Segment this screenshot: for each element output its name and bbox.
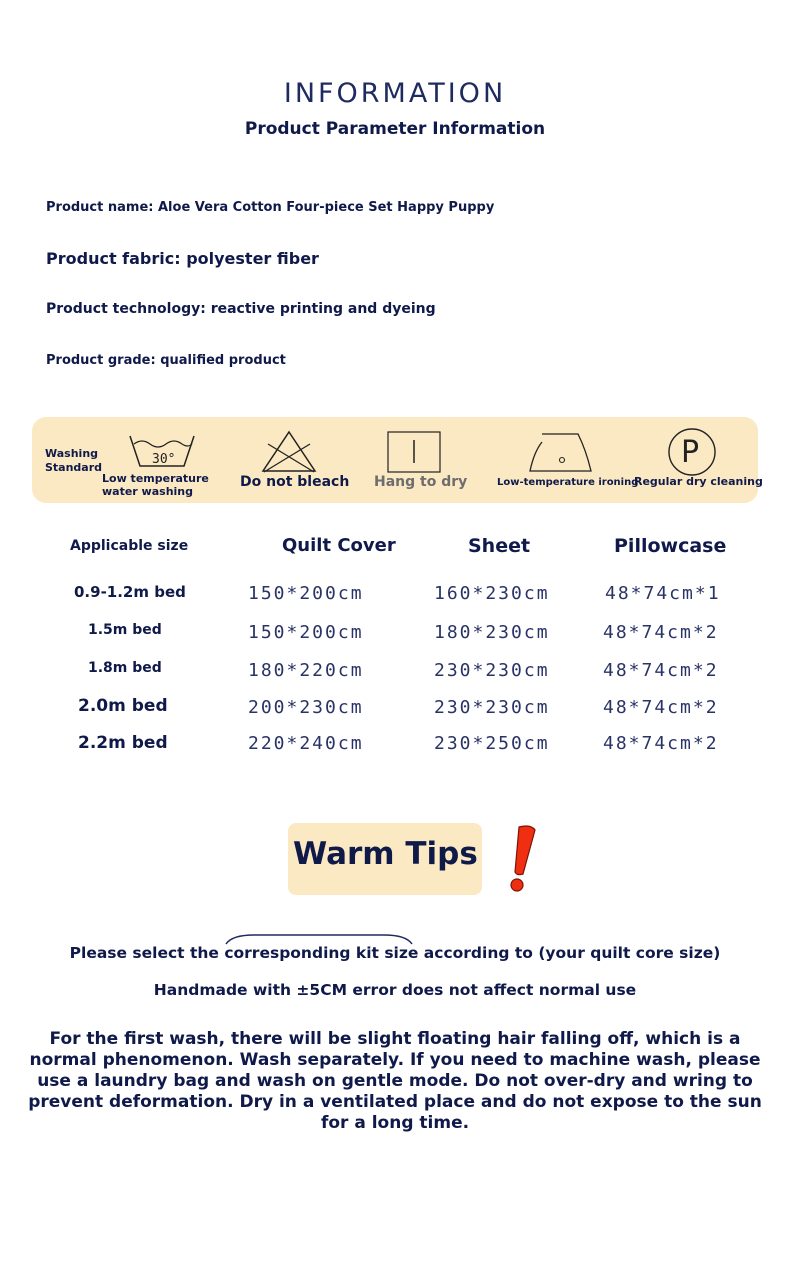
cell-pillow: 48*74cm*1 [605,583,721,604]
cell-pillow: 48*74cm*2 [603,622,719,643]
row-label: 2.2m bed [78,733,168,753]
dry-clean-icon [667,427,717,477]
hang-dry-icon [387,431,441,473]
product-grade: Product grade: qualified product [46,353,286,368]
cell-sheet: 230*250cm [434,733,550,754]
dry-clean-label: Regular dry cleaning [634,475,763,488]
row-label: 2.0m bed [78,696,168,716]
exclamation-icon [505,824,539,894]
header-pillowcase: Pillowcase [614,535,727,557]
cell-quilt: 220*240cm [248,733,364,754]
header-applicable-size: Applicable size [70,538,189,554]
tip-size-selection: Please select the corresponding kit size according to (your quilt core size) [69,944,721,962]
tip-error-margin: Handmade with ±5CM error does not affect normal use [153,981,637,999]
product-technology: Product technology: reactive printing and dyeing [46,301,436,317]
header-sheet: Sheet [468,535,531,557]
iron-label: Low-temperature ironing [497,477,639,488]
cell-quilt: 180*220cm [248,660,364,681]
iron-low-icon [528,430,594,474]
wash-temp-text: 30° [152,452,176,467]
warm-tips-title: Warm Tips [293,836,478,872]
header-quilt-cover: Quilt Cover [282,535,396,556]
cell-quilt: 200*230cm [248,697,364,718]
cell-sheet: 180*230cm [434,622,550,643]
row-label: 0.9-1.2m bed [74,583,186,601]
dry-clean-letter: P [681,435,700,470]
row-label: 1.8m bed [88,660,162,676]
washing-standard-label: Washing Standard [45,447,103,474]
cell-sheet: 160*230cm [434,583,550,604]
cell-sheet: 230*230cm [434,660,550,681]
bleach-label: Do not bleach [240,474,350,490]
row-label: 1.5m bed [88,622,162,638]
cell-sheet: 230*230cm [434,697,550,718]
product-fabric: Product fabric: polyester fiber [46,249,319,268]
no-bleach-icon [260,430,318,474]
cell-pillow: 48*74cm*2 [603,697,719,718]
product-name: Product name: Aloe Vera Cotton Four-piece Set Happy Puppy [46,200,495,215]
hang-label: Hang to dry [374,474,468,490]
tip-washing-paragraph: For the first wash, there will be slight floating hair falling off, which is a normal phenomenon. Wash separately. If you need to machine wash, please use a laundry bag and wash on gentle mode. Do not over-dry and wring to prevent deformation. Dry in a ventilated place and do not expose to the sun for a long time. [28,1029,762,1133]
cell-quilt: 150*200cm [248,583,364,604]
wash-label: Low temperature water washing [102,472,209,498]
cell-pillow: 48*74cm*2 [603,733,719,754]
page-title: INFORMATION [283,78,507,109]
cell-pillow: 48*74cm*2 [603,660,719,681]
wash-tub-icon [126,432,198,472]
page-subtitle: Product Parameter Information [244,119,546,139]
cell-quilt: 150*200cm [248,622,364,643]
